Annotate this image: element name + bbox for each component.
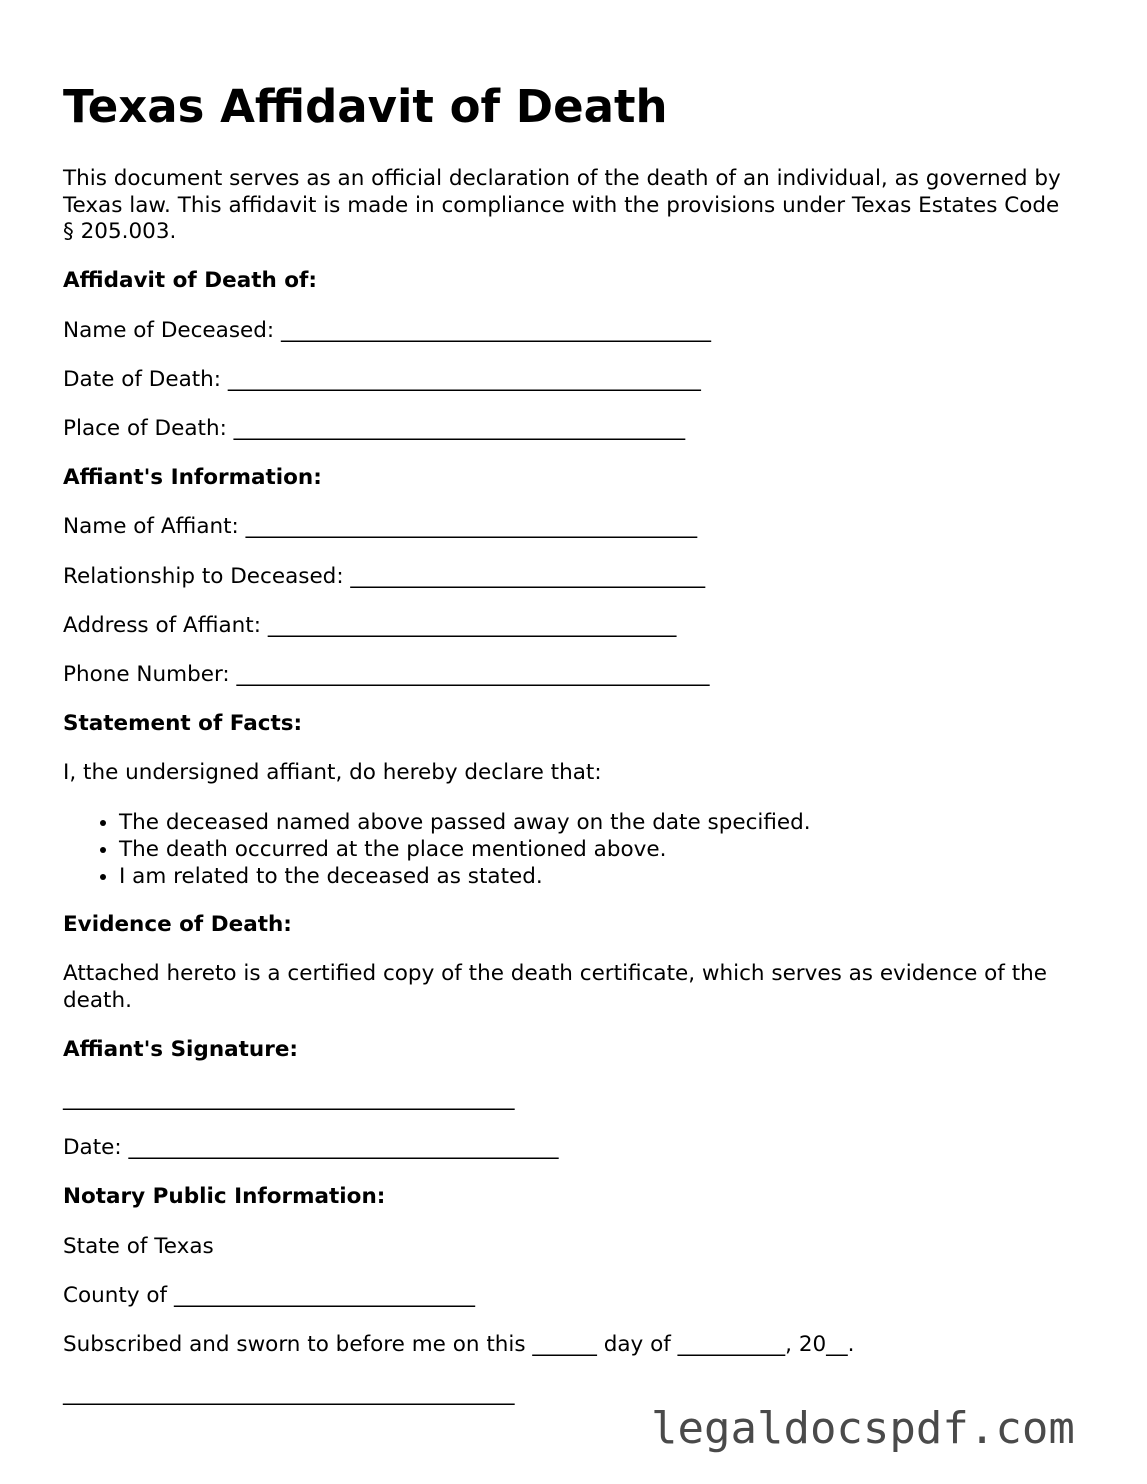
evidence-section-heading: Evidence of Death: <box>63 912 292 937</box>
signature-date-field[interactable]: Date: ________________________________________ <box>63 1135 559 1160</box>
list-item: • The death occurred at the place mentioned above. <box>119 837 811 864</box>
signature-section-heading: Affiant's Signature: <box>63 1037 298 1062</box>
list-item: • The deceased named above passed away on the date specified. <box>119 810 811 837</box>
intro-paragraph: This document serves as an official declaration of the death of an individual, as governed by Texas law. This affidavit is made in compliance with the provisions under Texas Estates Code § 205.003. <box>63 166 1061 244</box>
notary-sworn-statement[interactable]: Subscribed and sworn to before me on this ______ day of __________, 20__. <box>63 1332 855 1357</box>
notary-county-field[interactable]: County of ____________________________ <box>63 1283 475 1308</box>
date-of-death-field[interactable]: Date of Death: ____________________________________________ <box>63 367 701 392</box>
phone-number-field[interactable]: Phone Number: ____________________________________________ <box>63 662 710 687</box>
place-of-death-field[interactable]: Place of Death: __________________________________________ <box>63 416 686 441</box>
list-item: • I am related to the deceased as stated. <box>119 864 811 891</box>
notary-section-heading: Notary Public Information: <box>63 1184 386 1209</box>
affiant-section-heading: Affiant's Information: <box>63 465 322 490</box>
watermark-text: legaldocspdf.com <box>651 1403 1075 1454</box>
document-title: Texas Affidavit of Death <box>63 80 668 133</box>
facts-section-heading: Statement of Facts: <box>63 711 303 736</box>
facts-list <box>63 810 811 890</box>
affiant-signature-line[interactable]: __________________________________________ <box>63 1086 515 1111</box>
notary-state-text: State of Texas <box>63 1234 214 1259</box>
deceased-section-heading: Affidavit of Death of: <box>63 268 318 293</box>
notary-signature-line[interactable]: __________________________________________ <box>63 1381 515 1406</box>
evidence-paragraph: Attached hereto is a certified copy of the death certificate, which serves as evidence of the death. <box>63 961 1047 1013</box>
address-of-affiant-field[interactable]: Address of Affiant: ______________________________________ <box>63 613 677 638</box>
name-of-deceased-field[interactable]: Name of Deceased: ________________________________________ <box>63 318 711 343</box>
relationship-field[interactable]: Relationship to Deceased: _________________________________ <box>63 564 706 589</box>
facts-lead-text: I, the undersigned affiant, do hereby declare that: <box>63 760 602 785</box>
name-of-affiant-field[interactable]: Name of Affiant: __________________________________________ <box>63 514 698 539</box>
